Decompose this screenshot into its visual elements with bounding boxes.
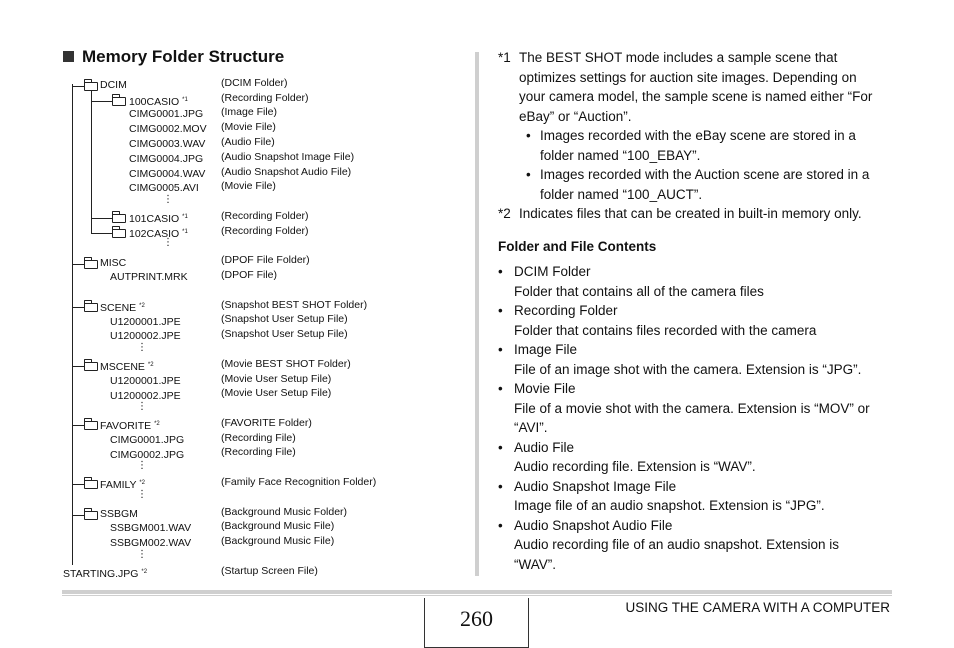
tree-item-description: (Audio Snapshot Image File): [221, 151, 355, 163]
contents-item-description: File of a movie shot with the camera. Extension is “MOV” or: [514, 400, 870, 416]
tree-item-description: (Snapshot BEST SHOT Folder): [221, 299, 368, 311]
contents-item-description: Folder that contains files recorded with the camera: [514, 322, 817, 338]
tree-connector: [91, 101, 112, 102]
tree-item-description: (DPOF File): [221, 269, 277, 281]
tree-item-description: (DCIM Folder): [221, 77, 288, 89]
tree-item-description: (Audio File): [221, 136, 275, 148]
folder-icon: [84, 362, 98, 371]
tree-item-name: DCIM: [100, 79, 127, 91]
tree-item-name: 101CASIO: [129, 213, 180, 225]
tree-item-name: SCENE: [100, 302, 137, 314]
bullet-icon: •: [526, 167, 531, 182]
contents-item-name: DCIM Folder: [514, 264, 591, 279]
tree-connector: [72, 366, 84, 367]
tree-item-name: CIMG0005.AVI: [129, 182, 199, 194]
page-number: 260: [460, 606, 493, 631]
tree-item-label: [129, 168, 205, 180]
folder-icon: [84, 82, 98, 91]
tree-item-description: (Movie File): [221, 121, 276, 133]
tree-item-label: [110, 316, 181, 328]
tree-item-name: 102CASIO: [129, 228, 180, 240]
footnote-marker: *2: [139, 480, 145, 486]
tree-item-label: [110, 522, 191, 534]
footnote-marker: *1: [182, 97, 188, 103]
footnote-1-text: your camera model, the sample scene is named either “For: [519, 89, 873, 104]
footnote-1-bullet-text: Images recorded with the eBay scene are stored in a: [540, 128, 856, 143]
tree-connector: [91, 233, 112, 234]
footer-rule: [62, 590, 892, 594]
bullet-icon: •: [498, 381, 503, 396]
tree-item-label: [129, 226, 188, 240]
footnote-1-text: optimizes settings for auction site images. Depending on: [519, 69, 857, 85]
tree-item-description: (Movie User Setup File): [221, 387, 332, 399]
contents-item-description: Audio recording file of an audio snapshot. Extension is: [514, 537, 839, 552]
footnote-2-marker: *2: [498, 206, 511, 221]
tree-item-label: [110, 330, 181, 342]
tree-item-description: (Background Music File): [221, 535, 335, 547]
tree-item-description: (Recording Folder): [221, 210, 309, 222]
tree-item-label: [100, 257, 126, 269]
tree-connector: [72, 515, 84, 516]
footnote-1-bullet-text: folder named “100_AUCT”.: [540, 186, 703, 202]
tree-connector: [72, 484, 84, 485]
bullet-icon: •: [498, 478, 503, 494]
tree-item-name: 100CASIO: [129, 96, 180, 108]
contents-item-description: Folder that contains all of the camera files: [514, 283, 764, 299]
tree-connector: [91, 84, 92, 234]
square-bullet-icon: [63, 51, 74, 62]
tree-item-description: (Snapshot User Setup File): [221, 313, 348, 325]
tree-item-name: STARTING.JPG: [63, 568, 139, 580]
continuation-dots: ⋮: [137, 549, 147, 560]
section-title: USING THE CAMERA WITH A COMPUTER: [625, 600, 890, 615]
tree-item-description: (Background Music Folder): [221, 506, 348, 518]
contents-item-name: Recording Folder: [514, 303, 618, 318]
tree-item-description: (Background Music File): [221, 520, 335, 532]
bullet-icon: •: [498, 264, 503, 279]
tree-item-name: MISC: [100, 257, 127, 269]
tree-item-label: [110, 271, 188, 283]
contents-heading: Folder and File Contents: [498, 239, 657, 254]
bullet-icon: •: [498, 439, 503, 455]
continuation-dots: ⋮: [137, 460, 147, 471]
footnote-marker: *1: [182, 229, 188, 235]
tree-item-label: [100, 300, 145, 314]
footer-rule-thin: [62, 595, 892, 596]
tree-item-label: [110, 375, 181, 387]
tree-item-name: U1200001.JPE: [110, 316, 181, 328]
tree-item-name: CIMG0004.JPG: [129, 153, 204, 165]
continuation-dots: ⋮: [137, 489, 147, 500]
tree-item-label: [110, 434, 184, 446]
tree-item-name: FAMILY: [100, 479, 137, 491]
tree-item-description: (Image File): [221, 106, 278, 118]
bullet-icon: •: [498, 342, 503, 357]
tree-item-name: CIMG0003.WAV: [129, 138, 206, 150]
folder-icon: [112, 97, 126, 106]
tree-item-label: [129, 123, 207, 135]
tree-item-description: (Movie User Setup File): [221, 373, 332, 385]
footnote-marker: *2: [139, 303, 145, 309]
contents-item-description: Image file of an audio snapshot. Extension is “JPG”.: [514, 498, 825, 513]
tree-item-name: SSBGM001.WAV: [110, 522, 192, 534]
page-title: Memory Folder Structure: [63, 47, 284, 67]
bullet-icon: •: [526, 128, 531, 143]
folder-icon: [84, 511, 98, 520]
tree-item-label: [129, 211, 188, 225]
tree-item-name: CIMG0004.WAV: [129, 168, 206, 180]
tree-item-description: (Recording Folder): [221, 225, 309, 237]
tree-item-label: [100, 508, 138, 520]
continuation-dots: ⋮: [137, 401, 147, 412]
contents-item-description: File of an image shot with the camera. Extension is “JPG”.: [514, 361, 862, 377]
tree-connector: [72, 264, 84, 265]
tree-item-label: [100, 79, 127, 91]
tree-item-label: [129, 94, 188, 108]
contents-item-name: Movie File: [514, 381, 576, 396]
contents-item-name: Audio Snapshot Image File: [514, 478, 677, 494]
tree-connector: [91, 218, 112, 219]
tree-item-name: SSBGM: [100, 508, 138, 520]
footnote-1-text: eBay” or “Auction”.: [519, 108, 632, 124]
contents-item-description: “AVI”.: [514, 420, 548, 435]
tree-item-description: (Recording File): [221, 432, 296, 444]
folder-icon: [84, 260, 98, 269]
footnote-1-marker: *1: [498, 50, 511, 65]
tree-item-description: (DPOF File Folder): [221, 254, 310, 266]
tree-item-name: U1200001.JPE: [110, 375, 181, 387]
tree-item-description: (Startup Screen File): [221, 565, 318, 577]
tree-item-label: [100, 418, 160, 432]
folder-icon: [84, 421, 98, 430]
tree-item-name: U1200002.JPE: [110, 330, 181, 342]
tree-connector: [72, 84, 73, 565]
tree-item-label: [129, 138, 205, 150]
tree-item-label: [110, 537, 191, 549]
footnote-1-text: The BEST SHOT mode includes a sample scene that: [519, 50, 838, 65]
tree-connector: [72, 425, 84, 426]
tree-item-name: FAVORITE: [100, 420, 152, 432]
tree-item-name: SSBGM002.WAV: [110, 537, 192, 549]
footnote-marker: *2: [154, 421, 160, 427]
tree-item-name: CIMG0002.JPG: [110, 449, 185, 461]
tree-connector: [72, 307, 84, 308]
tree-item-label: [63, 566, 147, 580]
footnote-marker: *2: [147, 362, 154, 368]
footnote-marker: *1: [182, 214, 188, 220]
tree-item-description: (Audio Snapshot Audio File): [221, 166, 352, 178]
tree-item-description: (Movie BEST SHOT Folder): [221, 358, 351, 370]
contents-item-name: Audio Snapshot Audio File: [514, 517, 673, 533]
contents-item-description: “WAV”.: [514, 556, 556, 572]
bullet-icon: •: [498, 517, 503, 533]
tree-item-description: (Movie File): [221, 180, 276, 192]
folder-icon: [84, 480, 98, 489]
tree-item-description: (FAVORITE Folder): [221, 417, 312, 429]
tree-item-label: [129, 153, 203, 165]
column-divider: [475, 52, 479, 576]
tree-item-label: [100, 359, 154, 373]
folder-icon: [84, 303, 98, 312]
bullet-icon: •: [498, 303, 503, 318]
tree-item-description: (Snapshot User Setup File): [221, 328, 348, 340]
contents-item-name: Image File: [514, 342, 578, 357]
tree-item-name: CIMG0002.MOV: [129, 123, 207, 135]
continuation-dots: ⋮: [163, 237, 173, 248]
contents-item-name: Audio File: [514, 439, 575, 455]
contents-item-description: Audio recording file. Extension is “WAV”.: [514, 459, 756, 474]
tree-item-name: CIMG0001.JPG: [129, 108, 204, 120]
footnote-marker: *2: [141, 569, 148, 575]
tree-item-name: AUTPRINT.MRK: [110, 271, 188, 283]
tree-item-label: [129, 108, 203, 120]
tree-item-label: [110, 449, 184, 461]
continuation-dots: ⋮: [163, 194, 173, 205]
footnote-1-bullet-text: Images recorded with the Auction scene are stored in a: [540, 167, 870, 182]
footnote-1-bullet-text: folder named “100_EBAY”.: [540, 147, 701, 163]
folder-icon: [112, 229, 126, 238]
tree-item-name: MSCENE: [100, 361, 145, 373]
folder-icon: [112, 214, 126, 223]
tree-item-description: (Family Face Recognition Folder): [221, 476, 377, 488]
tree-item-description: (Recording Folder): [221, 92, 309, 104]
tree-connector: [72, 86, 84, 87]
tree-item-name: U1200002.JPE: [110, 390, 181, 402]
continuation-dots: ⋮: [137, 342, 147, 353]
tree-item-label: [129, 182, 199, 194]
tree-item-name: CIMG0001.JPG: [110, 434, 185, 446]
footnote-2-text: Indicates files that can be created in built-in memory only.: [519, 206, 862, 221]
tree-item-description: (Recording File): [221, 446, 296, 458]
